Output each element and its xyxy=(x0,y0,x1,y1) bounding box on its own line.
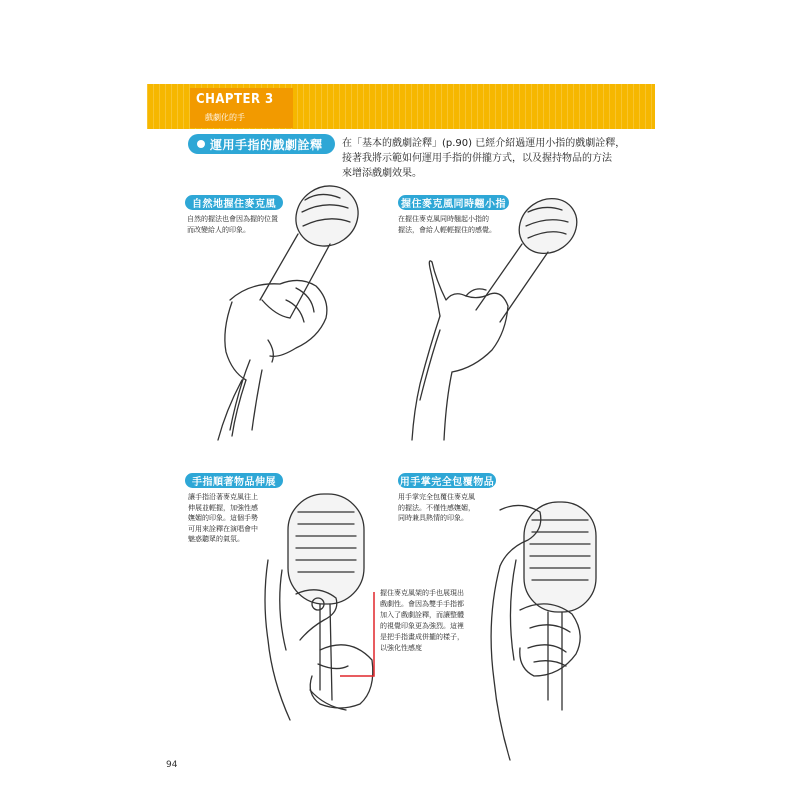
page-number: 94 xyxy=(166,760,178,770)
desc-line: 而改變給人的印象。 xyxy=(187,225,250,234)
desc-line: 讓手指沿著麥克風往上 xyxy=(188,493,258,501)
panel-desc-fingers-extend xyxy=(188,492,258,545)
panel-desc-pinky-raised xyxy=(398,214,496,235)
panel-desc-palm-wrap xyxy=(398,492,475,524)
desc-line: 嫵媚的印象。這個手勢 xyxy=(188,514,258,522)
desc-line: 伸展並輕握，加強性感 xyxy=(188,503,258,512)
desc-line: 用手掌完全包覆住麥克風 xyxy=(398,493,475,501)
hand-illustration-1 xyxy=(225,280,327,436)
intro-line: 接著我將示範如何運用手指的併攏方式，以及握持物品的方法 xyxy=(342,153,612,164)
note-line: 是把手指畫成併攏的樣子， xyxy=(380,633,464,641)
desc-line: 的握法。不僅性感嫵媚， xyxy=(398,503,475,512)
intro-line: 在「基本的戲劇詮釋」(p.90) 已經介紹過運用小指的戲劇詮釋， xyxy=(342,138,626,149)
chapter-subtitle: 戲劇化的手 xyxy=(205,113,245,122)
callout-note xyxy=(380,588,464,654)
intro-line: 來增添戲劇效果。 xyxy=(342,168,422,179)
note-line: 加入了戲劇詮釋，而讓整體 xyxy=(380,611,464,619)
callout-line xyxy=(340,592,374,676)
panel-desc-natural-grip xyxy=(187,214,278,235)
chapter-title: CHAPTER 3 xyxy=(196,92,274,107)
note-line: 戲劇性。會因為雙手手指都 xyxy=(380,600,464,608)
panel-tag-palm-wrap: 用手掌完全包覆物品 xyxy=(398,473,496,488)
panel-tag-pinky-raised: 握住麥克風同時翹小指 xyxy=(398,195,509,210)
panel-tag-fingers-extend: 手指順著物品伸展 xyxy=(185,473,283,488)
panel-tag-natural-grip: 自然地握住麥克風 xyxy=(185,195,283,210)
desc-line: 可用來詮釋在演唱會中 xyxy=(188,524,258,533)
desc-line: 同時兼具熱情的印象。 xyxy=(398,514,468,522)
note-line: 握住麥克風架的手也展現出 xyxy=(380,589,464,597)
note-line: 的視覺印象更為強烈。這裡 xyxy=(380,622,464,630)
desc-line: 握法，會給人輕輕握住的感覺。 xyxy=(398,225,496,234)
hand-illustration-2 xyxy=(412,261,508,440)
desc-line: 魅惑聽眾的氣氛。 xyxy=(188,535,244,543)
desc-line: 自然的握法也會因為握的位置 xyxy=(187,215,278,223)
note-line: 以強化性感度 xyxy=(380,644,422,652)
mic-illustration-3 xyxy=(288,494,364,700)
mic-illustration-4 xyxy=(524,502,596,710)
desc-line: 在握住麥克風同時翹起小指的 xyxy=(398,215,489,223)
section-heading: 運用手指的戲劇詮釋 xyxy=(210,137,323,152)
